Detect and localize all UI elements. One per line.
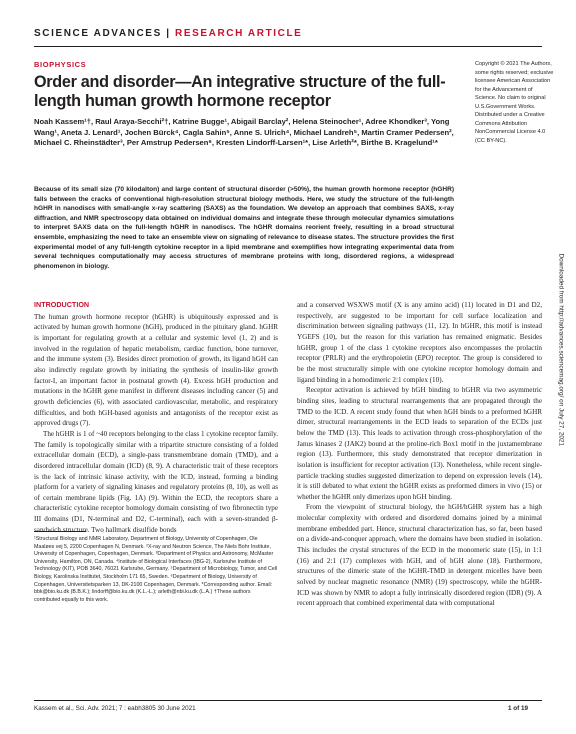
journal-name: SCIENCE ADVANCES (34, 28, 162, 39)
paragraph: From the viewpoint of structural biology, the hGH/hGHR system has a high molecular complexity with ordered and disordered domains joined by a minimal membrane embedded part. Hence, structural characterization has, so far, been based on a divide-and-conquer approach, where the domains have been studied in isolation. This includes the crystal structures of the ECD in the monomeric state (15), in 1:1 (16) and 2:1 (17) complexes with hGH, and of hGH alone (18). Furthermore, structures of the dimeric state of the hGHR-TMD in detergent micelles have been solved by nuclear magnetic resonance (NMR) (19) spectroscopy, while the hGHR-ICD was shown by NMR to adopt a fully intrinsically disordered region (IDR) (9). A recent approach that combined experimental data with computational (297, 503, 542, 608)
header-rule (34, 46, 542, 47)
footer-citation: Kassem et al., Sci. Adv. 2021; 7 : eabh3805 30 June 2021 (34, 705, 196, 712)
page-number: 1 of 19 (508, 705, 528, 712)
paragraph: The human growth hormone receptor (hGHR) is ubiquitously expressed and is activated by human growth hormone (hGH), produced in the pituitary gland. hGHR is important for regulating growth at a cellular and systemic level (1, 2) and is involved in the regulation of hepatic metabolism, cardiac function, bone turnover, and the immune system (3). Besides direct promotion of growth, its ligand hGH can also indirectly regulate growth by initiating the synthesis of insulin-like growth factor-I, an important factor in postnatal growth (4). Excess hGH production and mutations in the hGHR gene manifest in different diseases including cancer (5) and growth deficiencies (6), with associated cardiovascular, metabolic, and respiratory difficulties, and both hGH-based agonists and antagonists of the receptor exist as approved drugs (7). (34, 312, 278, 428)
footnote-rule (34, 531, 86, 532)
category-label: BIOPHYSICS (34, 60, 87, 69)
right-column (297, 300, 542, 609)
paragraph: Receptor activation is achieved by hGH binding to hGHR via two asymmetric binding sites, leading to structural rearrangements that are propagated through the TMD to the ICD. A recent study found that when hGH binds to a preformed hGHR dimer, structural rearrangements in the ECD leads to separation of the ECDs just below the TMD (13). This leads to activation through cross-phosphorylation of the Janus kinases 2 (JAK2) bound at the proline-rich Box1 motif in the juxtamembrane region (13). Furthermore, this study demonstrated that receptor dimerization in isolation is insufficient for receptor activation (13). Nonetheless, while recent single-particle tracking studies suggested dimerization to depend on expression levels (14), it is still debated to what extent the hGHR exists as preformed dimers in vivo (15) or whether the hGHR only dimerizes upon hGH binding. (297, 386, 542, 501)
header-separator: | (161, 28, 175, 39)
download-sidebar (556, 250, 566, 490)
journal-header (34, 28, 302, 39)
download-note[interactable]: Downloaded from http://advances.sciencemag.org/ on July 27, 2021 (557, 253, 565, 447)
author-list: Noah Kassem¹†, Raul Araya-Secchi²†, Katrine Bugge¹, Abigail Barclay², Helena Steinocher¹, Adree Khondker³, Yong Wang¹, Aneta J. Lenard¹, Jochen Bürck⁴, Cagla Sahin⁵, Anne S. Ulrich⁴, Michael Landreh⁵, Martin Cramer Pedersen², Michael C. Rheinstädter³, Per Amstrup Pedersen⁶, Kresten Lindorff-Larsen¹*, Lise Arleth²*, Birthe B. Kragelund¹* (34, 117, 454, 148)
footer-rule (34, 700, 542, 701)
introduction-heading: INTRODUCTION (34, 300, 90, 309)
paragraph: and a conserved WSXWS motif (X is any amino acid) (11) located in D1 and D2, respectively, are suggested to be important for cell surface localization and discrimination between signaling pathways (11, 12). In hGHR, this motif is instead YGEFS (10), but the reason for this variation has remained enigmatic. Besides hGHR, group 1 of the class 1 cytokine receptors also encompasses the prolactin receptor (PRLR) and the erythropoietin (EPO) receptor. The group is considered to be the most structurally simple with one cytokine receptor homology domain and ligand binding in a homodimeric 2:1 complex (10). (297, 301, 542, 384)
abstract: Because of its small size (70 kilodalton) and large content of structural disorder (>50%), the human growth hormone receptor (hGHR) falls between the cracks of conventional high-resolution structural biology methods. Here, we study the structure of the full-length hGHR in nanodiscs with small-angle x-ray scattering (SAXS) as the foundation. We develop an approach that combines SAXS, x-ray diffraction, and NMR spectroscopy data obtained on individual domains and integrate these through molecular dynamics simulations to interpret SAXS data on the full-length hGHR in nanodiscs. The hGHR domains reorient freely, resulting in a broad structural ensemble, emphasizing the need to take an ensemble view on signaling of relevance to disease states. The structure provides the first experimental model of any full-length cytokine receptor in a lipid membrane and exemplifies how integrating experimental data from several techniques computationally may access structures of membrane proteins with long, disordered regions, a widespread phenomenon in biology. (34, 186, 454, 270)
section-label: RESEARCH ARTICLE (175, 28, 303, 39)
affiliations-footnotes: ¹Structural Biology and NMR Laboratory, Department of Biology, University of Copenhagen, Ole Maaløes vej 5, 2200 Copenhagen N, Denmark. ²X-ray and Neutron Science, The Niels Bohr Institute, University of Copenhagen, Copenhagen, Denmark. ³Department of Physics and Astronomy, McMaster University, Hamilton, ON, Canada. ⁴Institute of Biological Interfaces (IBG-2), Karlsruhe Institute of Technology (KIT), POB 3640, 76021 Karlsruhe, Germany. ⁵Department of Microbiology, Tumor, and Cell Biology, Karolinska Institutet, Stockholm 171 65, Sweden. ⁶Department of Biology, University of Copenhagen, Universitetsparken 13, DK-2100 Copenhagen, Denmark. *Corresponding author. Email: bbk@bio.ku.dk (B.B.K.); lindorff@bio.ku.dk (K.L.-L.); arleth@nbi.ku.dk (L.A.) †These authors contributed equally to this work. (34, 536, 278, 603)
copyright-notice: Copyright © 2021 The Authors, some rights reserved; exclusive licensee American Association for the Advancement of Science. No claim to original U.S.Government Works. Distributed under a Creative Commons Attribution NonCommercial License 4.0 (CC BY-NC). (475, 61, 554, 144)
paragraph: The hGHR is 1 of ~40 receptors belonging to the class 1 cytokine receptor family. The family is topologically similar with a tripartite structure consisting of a folded extracellular domain (ECD), a single-pass transmembrane domain (TMD), and a disordered intracellular domain (ICD) (8, 9). A characteristic trait of these receptors is the lack of intrinsic kinase activity, with the ICD, instead, forming a binding platform for a variety of signaling kinases and regulatory proteins (8, 10), as well as of certain membrane lipids (Fig. 1A) (9). Within the ECD, the receptors share a characteristic cytokine receptor homology domain consisting of two fibronectin type III domains (D1, N-terminal and D2, C-terminal), each with a seven-stranded β-sandwich structure. Two hallmark disulfide bonds (34, 429, 278, 534)
left-column (34, 300, 278, 535)
article-title: Order and disorder—An integrative structure of the full-length human growth hormone receptor (34, 73, 446, 110)
